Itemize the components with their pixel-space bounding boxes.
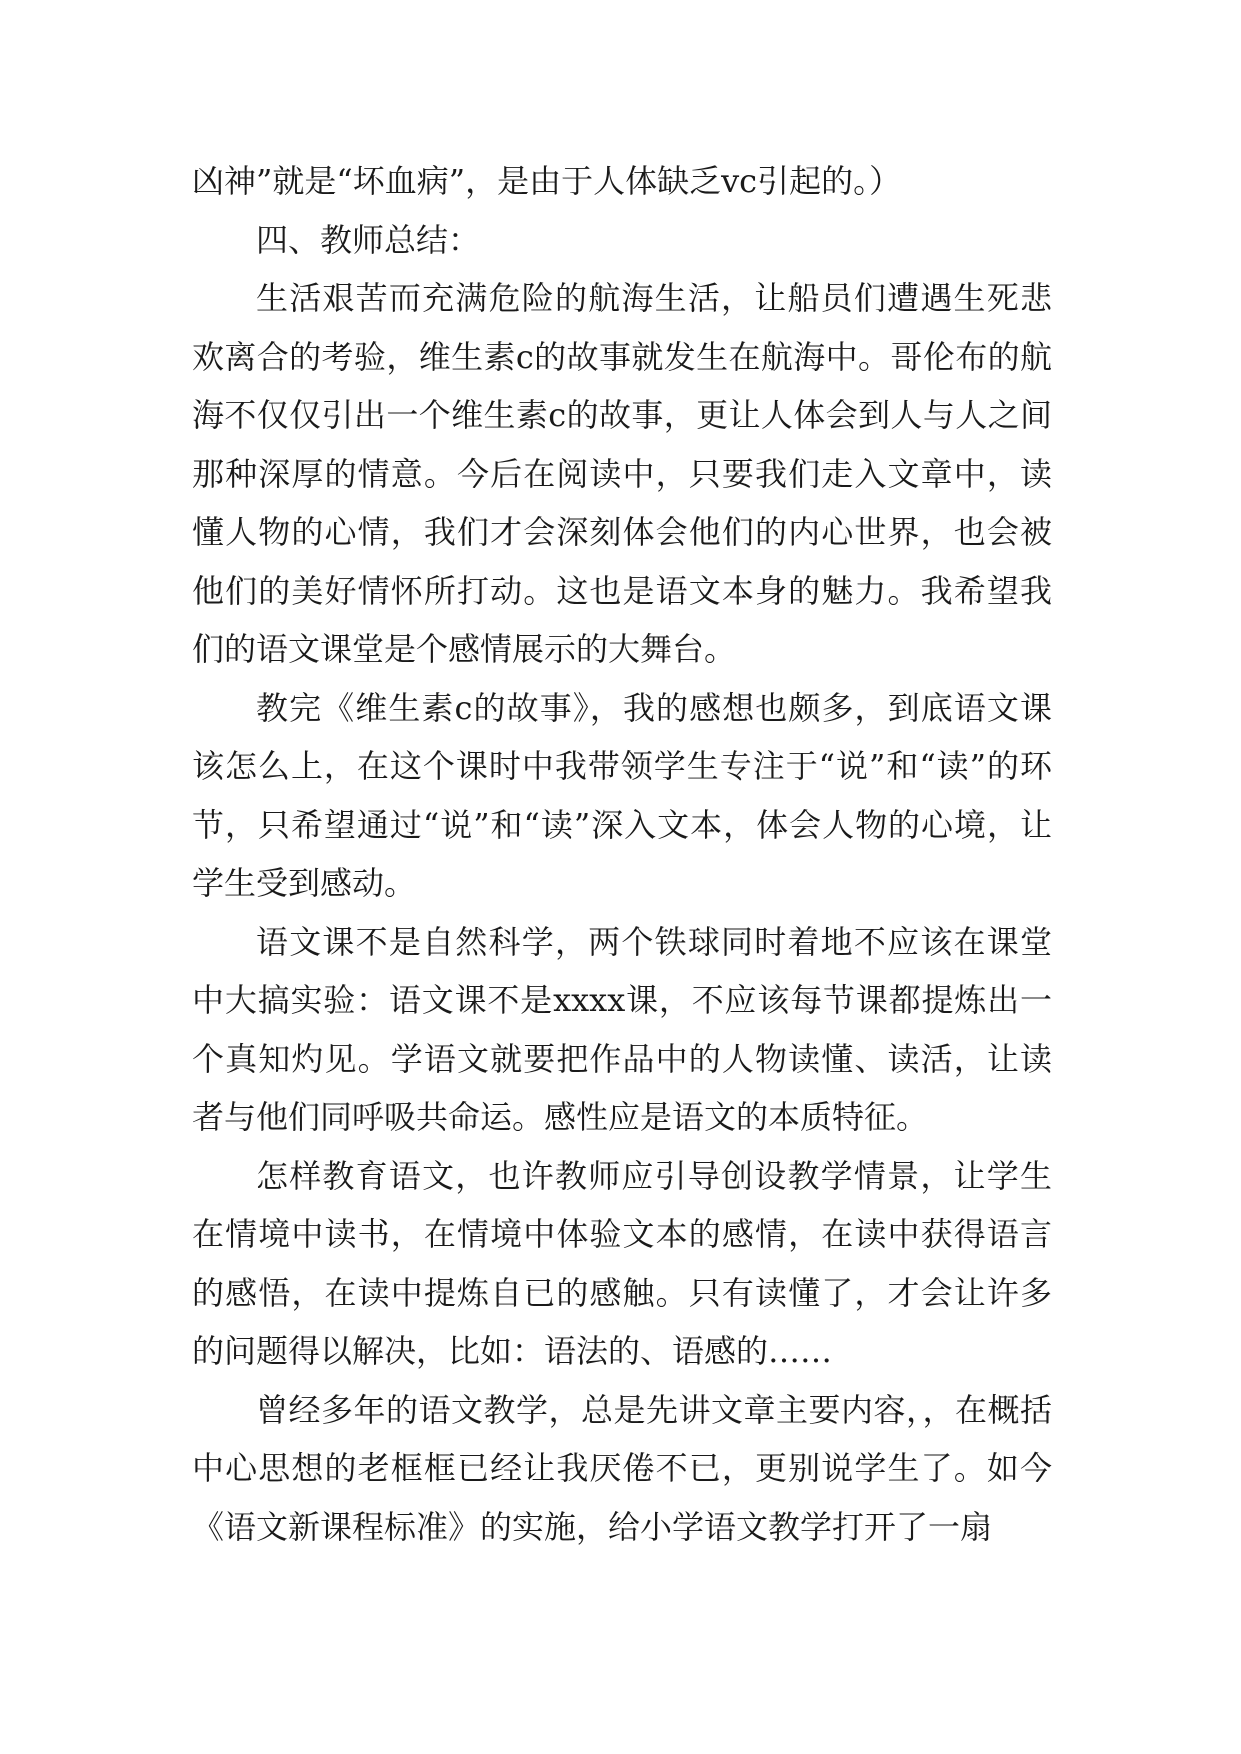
- section-heading: 四、教师总结：: [256, 220, 481, 259]
- paragraph-1: 凶神”就是“坏血病”，是由于人体缺乏vc引起的。）: [192, 162, 902, 200]
- paragraph-4: 教完《维生素c的故事》，我的感想也颇多，到底语文课该怎么上，在这个课时中我带领学生专注于“说”和“读”的环节，只希望通过“说”和“读”深入文本，体会人物的心境，让学生受到感动。: [192, 688, 1052, 902]
- document-body: [192, 152, 1052, 1556]
- paragraph-5: 语文课不是自然科学，两个铁球同时着地不应该在课堂中大搞实验：语文课不是xxxx课，不应该每节课都提炼出一个真知灼见。学语文就要把作品中的人物读懂、读活，让读者与他们同呼吸共命运。感性应是语文的本质特征。: [192, 922, 1052, 1136]
- paragraph-6: 怎样教育语文，也许教师应引导创设教学情景，让学生在情境中读书，在情境中体验文本的感情，在读中获得语言的感悟，在读中提炼自已的感触。只有读懂了，才会让许多的问题得以解决，比如：语法的、语感的……: [192, 1156, 1052, 1370]
- paragraph-3: 生活艰苦而充满危险的航海生活，让船员们遭遇生死悲欢离合的考验，维生素c的故事就发生在航海中。哥伦布的航海不仅仅引出一个维生素c的故事，更让人体会到人与人之间那种深厚的情意。今后在阅读中，只要我们走入文章中，读懂人物的心情，我们才会深刻体会他们的内心世界，也会被他们的美好情怀所打动。这也是语文本身的魅力。我希望我们的语文课堂是个感情展示的大舞台。: [192, 279, 1052, 668]
- paragraph-7: 曾经多年的语文教学，总是先讲文章主要内容，，在概括中心思想的老框框已经让我厌倦不已，更别说学生了。如今《语文新课程标准》的实施，给小学语文教学打开了一扇: [192, 1390, 1052, 1546]
